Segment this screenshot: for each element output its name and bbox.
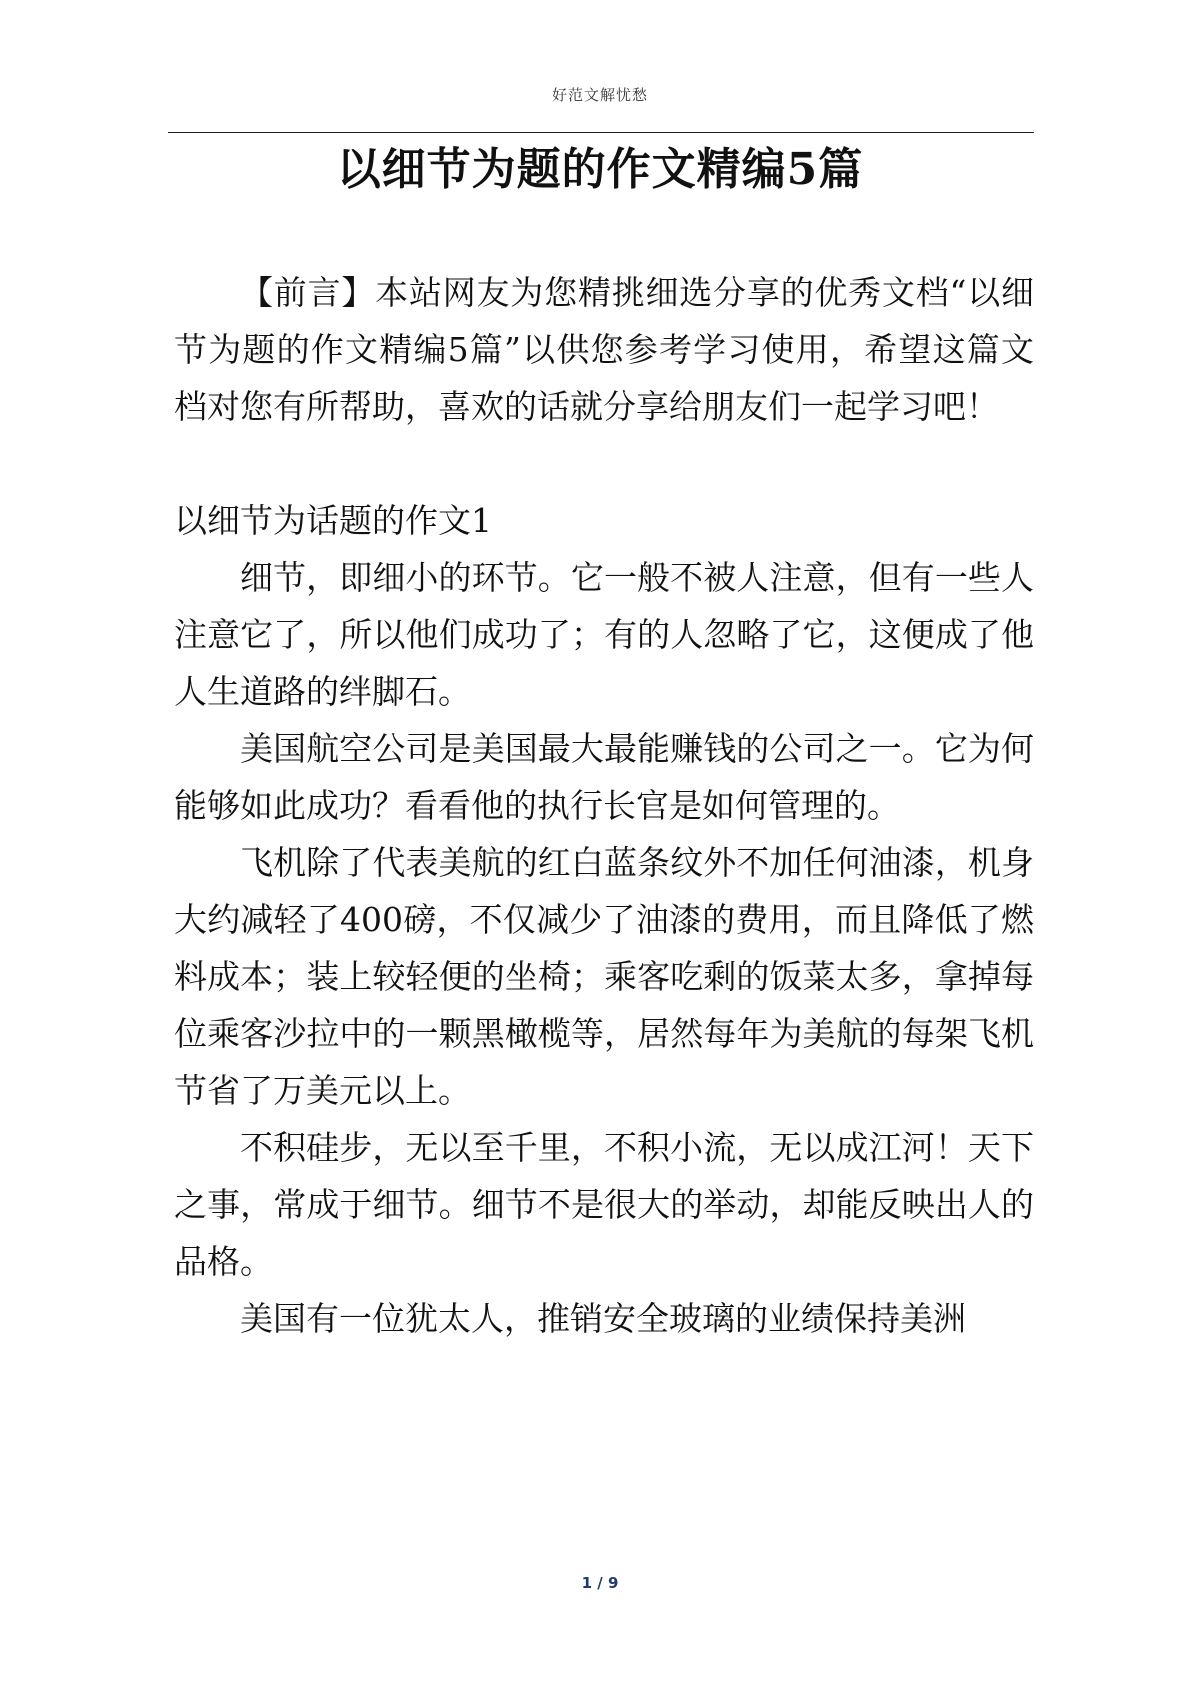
body-paragraph: 不积硅步，无以至千里，不积小流，无以成江河！天下之事，常成于细节。细节不是很大的举动，却能反映出人的品格。 bbox=[174, 1128, 1034, 1281]
body-paragraph: 飞机除了代表美航的红白蓝条纹外不加任何油漆，机身大约减轻了400磅，不仅减少了油漆的费用，而且降低了燃料成本；装上较轻便的坐椅；乘客吃剩的饭菜太多，拿掉每位乘客沙拉中的一颗黑橄榄等，居然每年为美航的每架飞机节省了万美元以上。 bbox=[174, 843, 1034, 1110]
page-number: 1 / 9 bbox=[581, 1574, 619, 1592]
body-paragraph: 细节，即细小的环节。它一般不被人注意，但有一些人注意它了，所以他们成功了；有的人忽略了它，这便成了他人生道路的绊脚石。 bbox=[174, 558, 1034, 711]
document-title: 以细节为题的作文精编5篇 bbox=[336, 144, 864, 195]
body-paragraph: 美国有一位犹太人，推销安全玻璃的业绩保持美洲 bbox=[240, 1299, 966, 1338]
page-header: 好范文解忧愁 bbox=[551, 86, 648, 104]
section-heading: 以细节为话题的作文1 bbox=[174, 501, 492, 540]
preface-paragraph: 【前言】本站网友为您精挑细选分享的优秀文档“以细节为题的作文精编5篇”以供您参考学习使用，希望这篇文档对您有所帮助，喜欢的话就分享给朋友们一起学习吧！ bbox=[174, 273, 1034, 426]
document-body bbox=[174, 264, 1034, 1347]
header-divider bbox=[168, 132, 1034, 133]
body-paragraph: 美国航空公司是美国最大最能赚钱的公司之一。它为何能够如此成功？看看他的执行长官是如何管理的。 bbox=[174, 729, 1034, 825]
